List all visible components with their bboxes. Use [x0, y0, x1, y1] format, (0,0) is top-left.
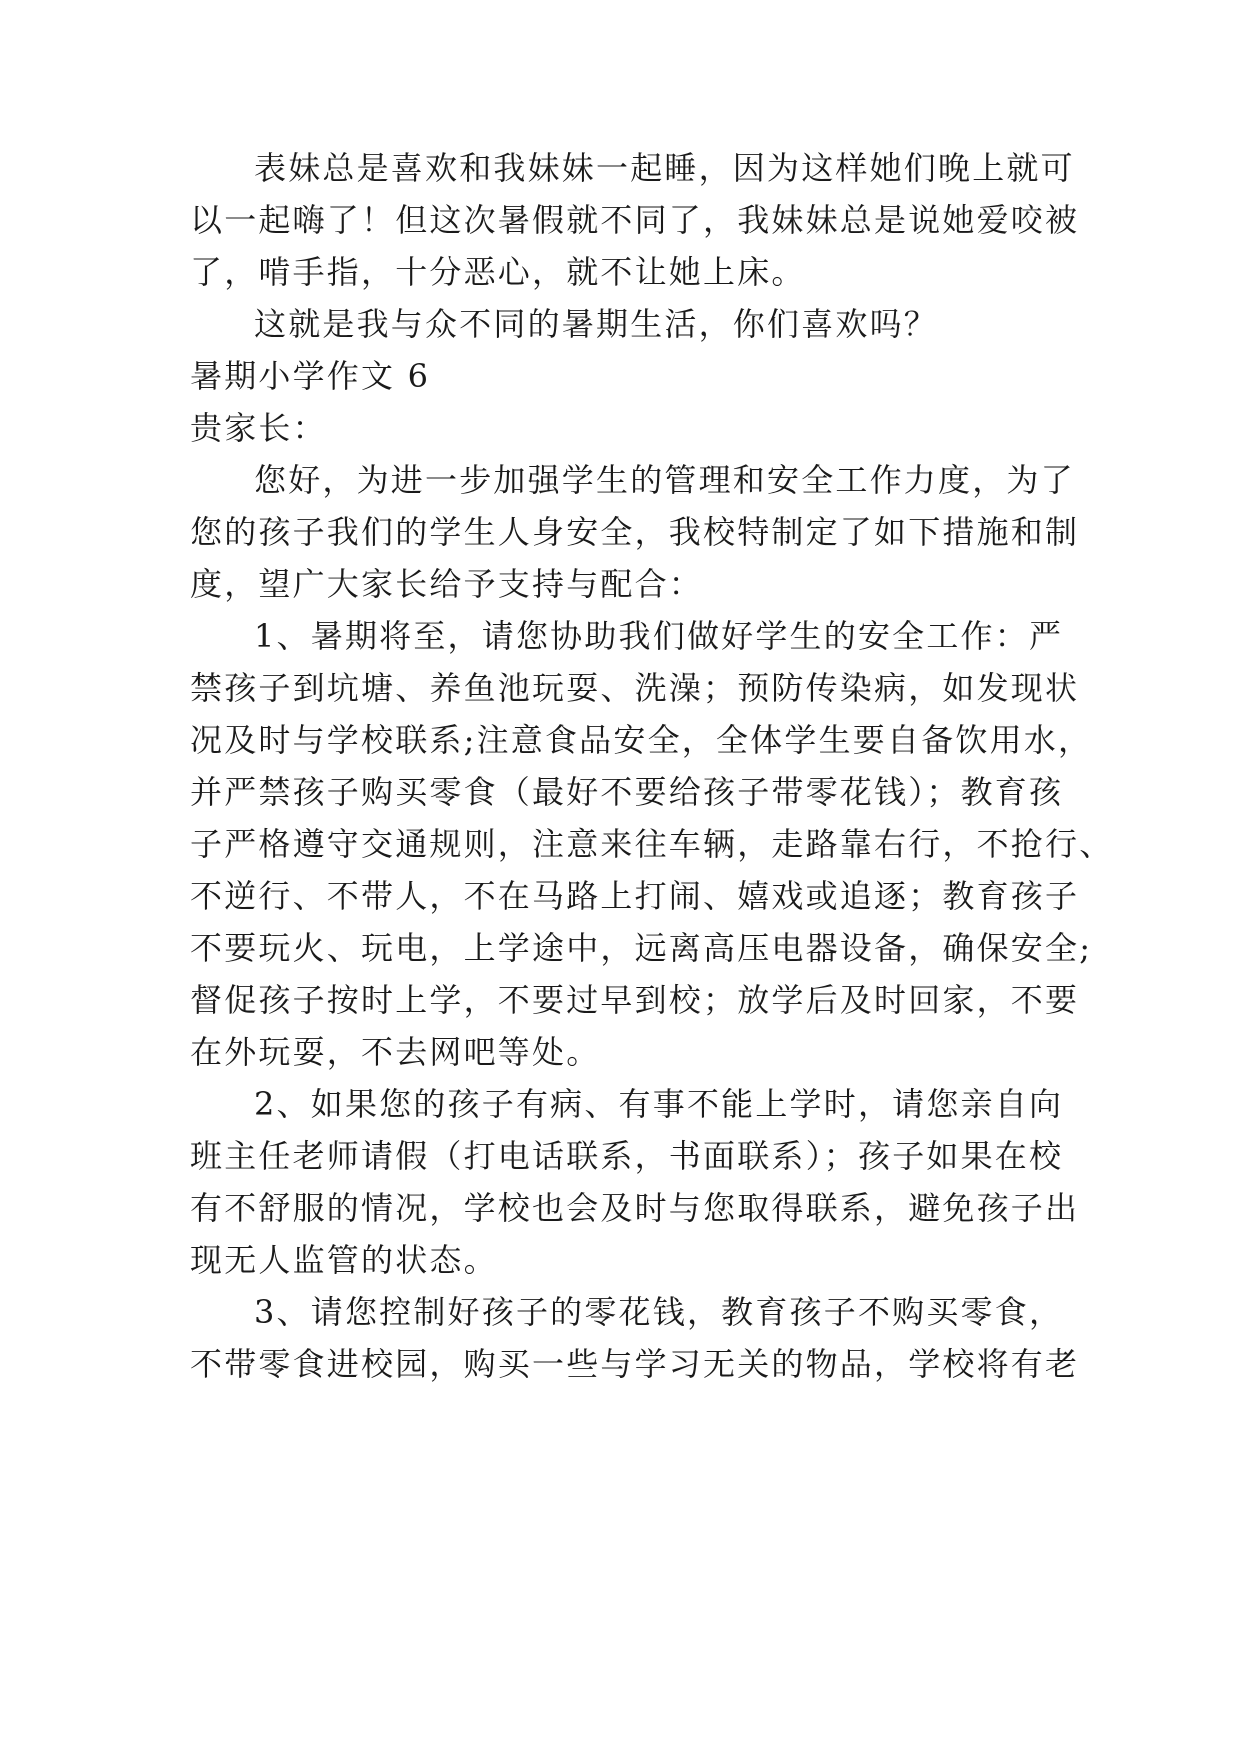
- text-line: 您好，为进一步加强学生的管理和安全工作力度，为了: [254, 461, 1075, 499]
- text-line: 以一起嗨了！但这次暑假就不同了，我妹妹总是说她爱咬被: [190, 201, 1080, 239]
- salutation: 贵家长：: [190, 409, 327, 447]
- text-line: 表妹总是喜欢和我妹妹一起睡，因为这样她们晚上就可: [254, 149, 1075, 187]
- text-line: 1、暑期将至，请您协助我们做好学生的安全工作：严: [254, 617, 1064, 655]
- text-line: 这就是我与众不同的暑期生活，你们喜欢吗？: [254, 305, 939, 343]
- text-line: 子严格遵守交通规则，注意来往车辆，走路靠右行，不抢行、: [190, 825, 1114, 863]
- text-line: 有不舒服的情况，学校也会及时与您取得联系，避免孩子出: [190, 1189, 1080, 1227]
- text-line: 在外玩耍，不去网吧等处。: [190, 1033, 601, 1071]
- section-heading: 暑期小学作文 6: [190, 357, 431, 395]
- text-line: 不逆行、不带人，不在马路上打闹、嬉戏或追逐；教育孩子: [190, 877, 1080, 915]
- text-line: 班主任老师请假（打电话联系，书面联系）；孩子如果在校: [190, 1137, 1064, 1175]
- text-line: 不要玩火、玩电，上学途中，远离高压电器设备，确保安全;: [190, 929, 1093, 967]
- text-line: 您的孩子我们的学生人身安全，我校特制定了如下措施和制: [190, 513, 1080, 551]
- text-line: 况及时与学校联系;注意食品安全，全体学生要自备饮用水，: [190, 721, 1093, 759]
- text-line: 督促孩子按时上学，不要过早到校；放学后及时回家，不要: [190, 981, 1080, 1019]
- text-line: 现无人监管的状态。: [190, 1241, 498, 1279]
- text-line: 并严禁孩子购买零食（最好不要给孩子带零花钱）；教育孩: [190, 773, 1064, 811]
- text-line: 了，啃手指，十分恶心，就不让她上床。: [190, 253, 806, 291]
- text-line: 不带零食进校园，购买一些与学习无关的物品，学校将有老: [190, 1345, 1080, 1383]
- text-line: 3、请您控制好孩子的零花钱，教育孩子不购买零食，: [254, 1293, 1064, 1331]
- text-line: 禁孩子到坑塘、养鱼池玩耍、洗澡；预防传染病，如发现状: [190, 669, 1080, 707]
- text-line: 2、如果您的孩子有病、有事不能上学时，请您亲自向: [254, 1085, 1064, 1123]
- text-line: 度，望广大家长给予支持与配合：: [190, 565, 704, 603]
